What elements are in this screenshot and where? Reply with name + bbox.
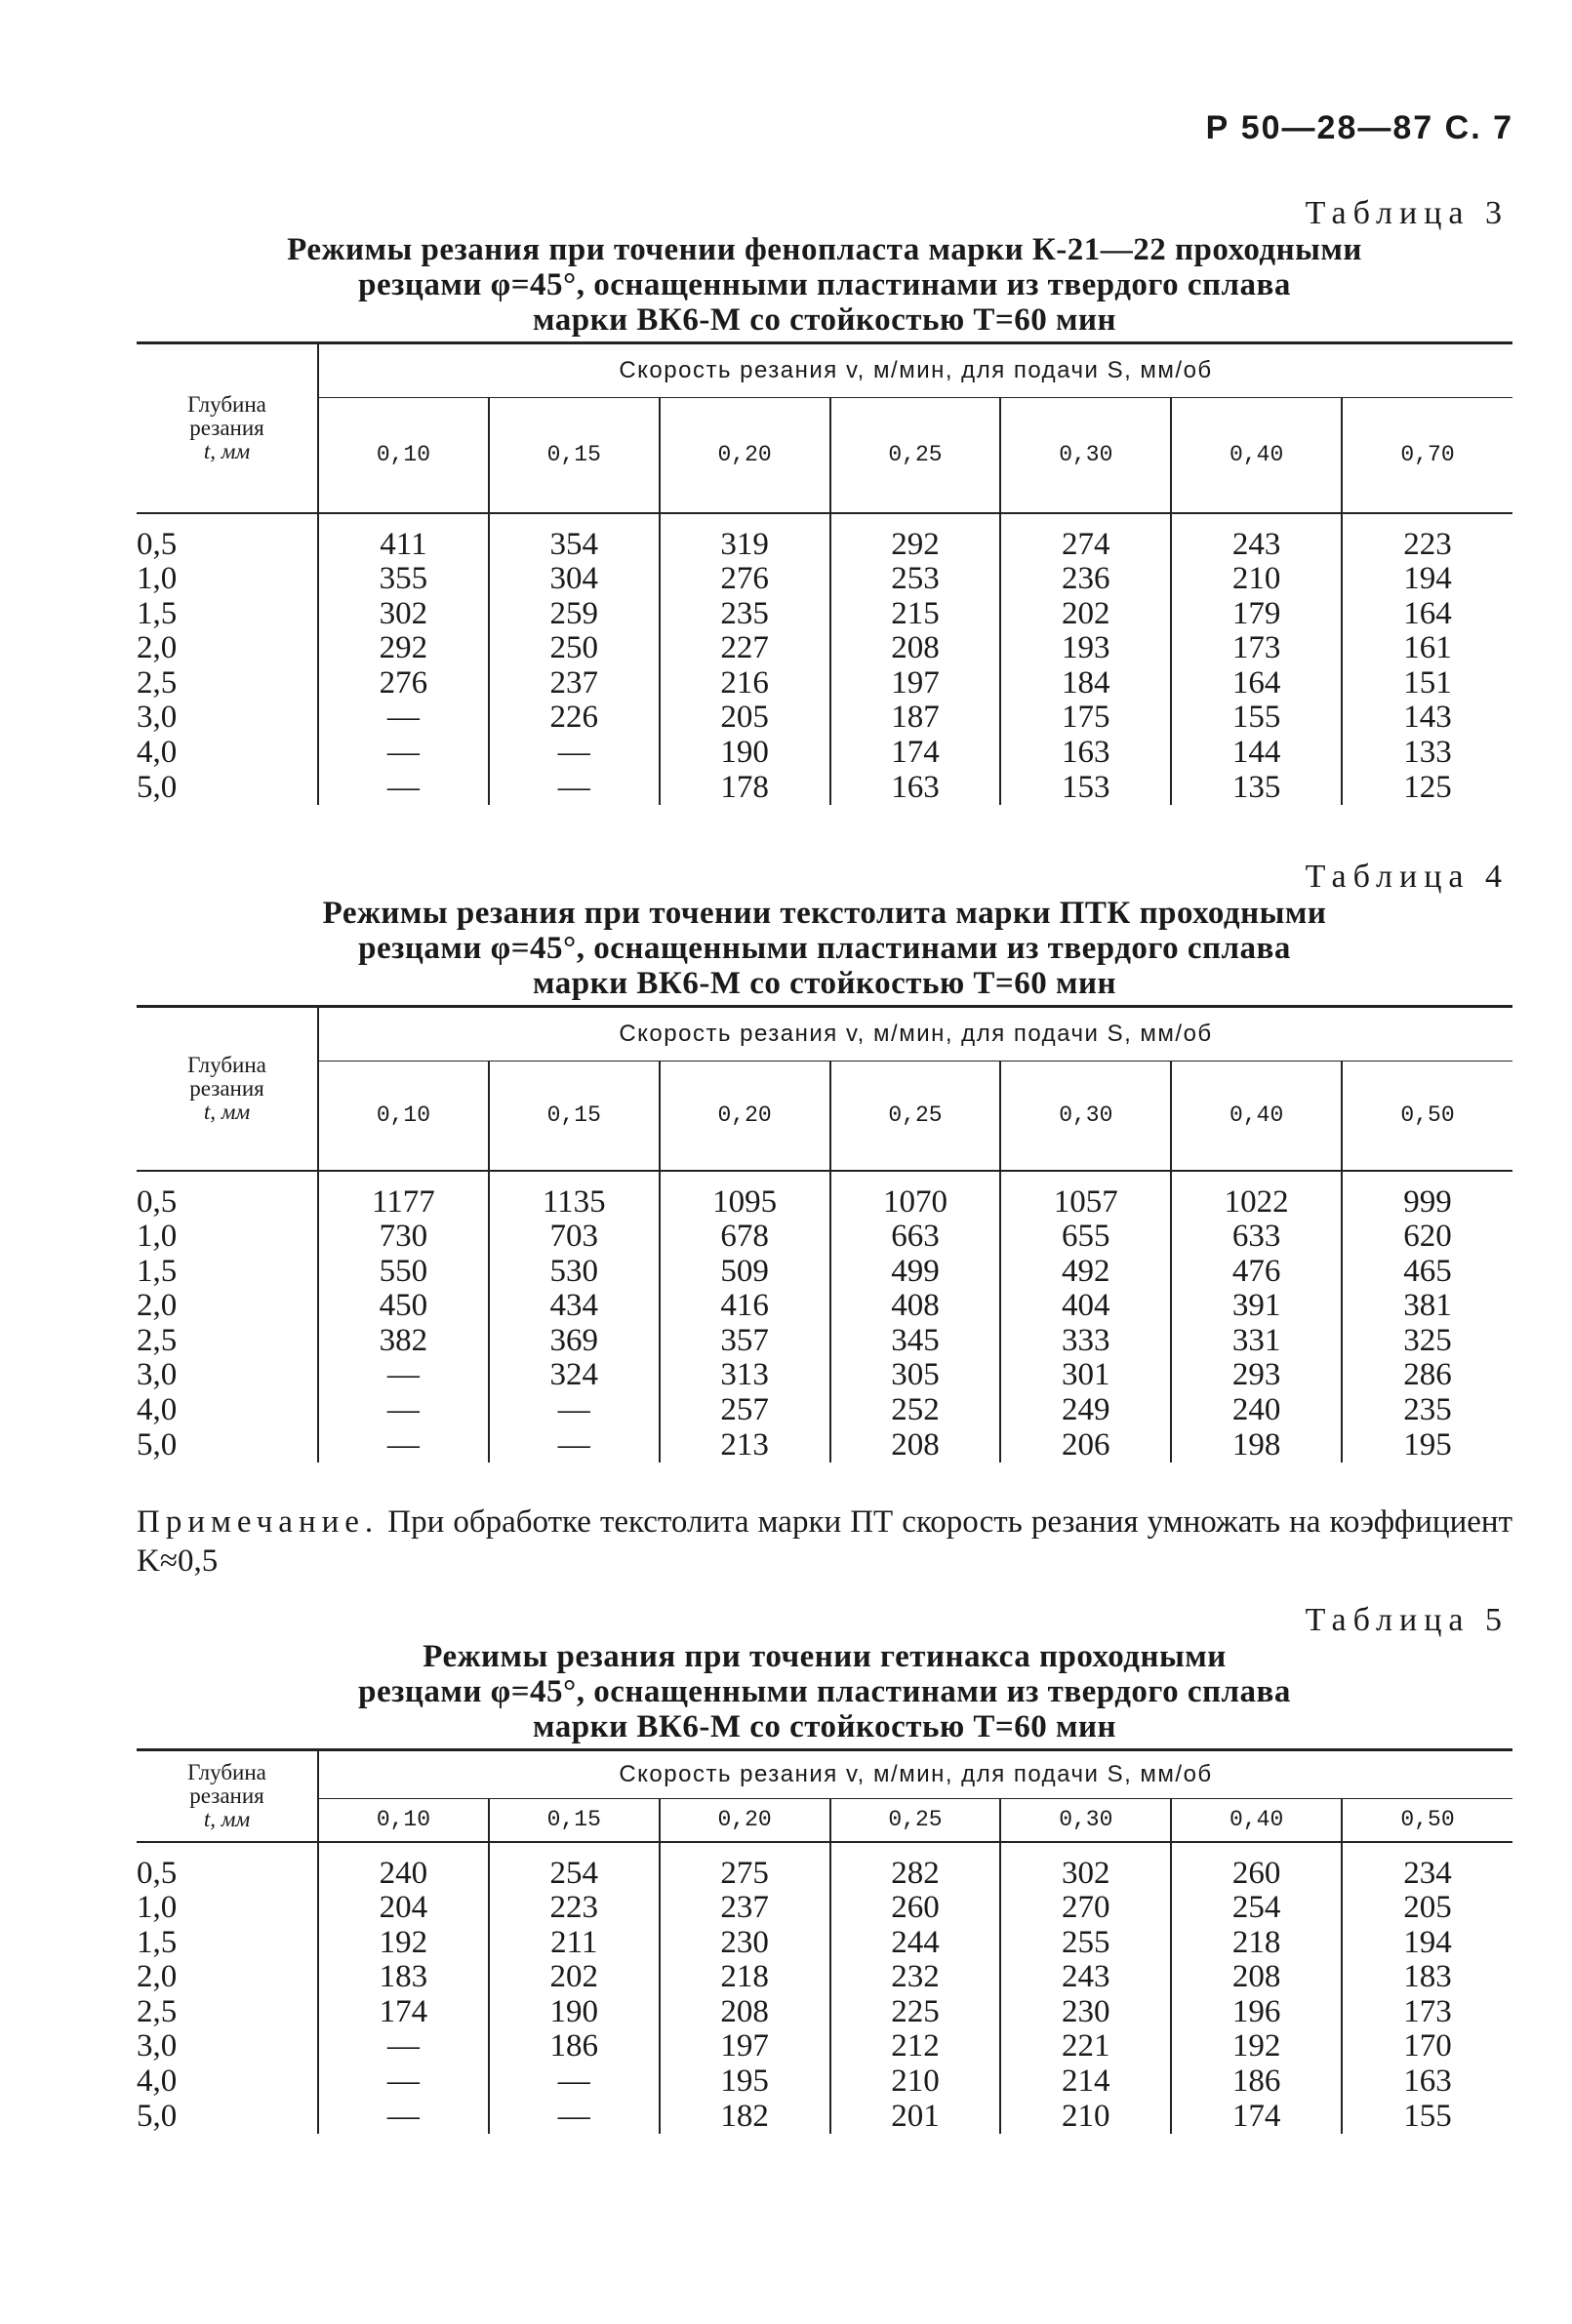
table-row (137, 736, 1512, 771)
speed-cell: — (318, 1393, 489, 1428)
table-row (137, 1428, 1512, 1463)
table-note (137, 1503, 1512, 1581)
data-table (137, 1748, 1512, 2134)
speed-cell: 197 (660, 2029, 830, 2064)
speed-cell: 730 (318, 1220, 489, 1255)
speed-cell: 243 (1171, 513, 1342, 563)
speed-cell: 509 (660, 1255, 830, 1290)
speed-cell: 174 (830, 736, 1001, 771)
depth-cell: 2,5 (137, 666, 318, 701)
speed-cell: 408 (830, 1289, 1001, 1324)
depth-cell: 1,0 (137, 1220, 318, 1255)
speed-cell: 232 (830, 1960, 1001, 1995)
speed-cell: 202 (1000, 597, 1171, 632)
speed-cell: 193 (1000, 631, 1171, 666)
table-title-line: резцами φ=45°, оснащенными пластинами из твердого сплава (358, 267, 1291, 302)
speed-cell: — (489, 1393, 660, 1428)
speed-cell: 205 (1403, 1890, 1452, 1926)
speed-cell: 221 (1000, 2029, 1171, 2064)
note-label: Примечание. (137, 1504, 380, 1540)
table-row (137, 1289, 1512, 1324)
speed-cell: — (318, 1428, 489, 1463)
table-title-line: Режимы резания при точении текстолита марки ПТК проходными (322, 896, 1327, 931)
speed-cell: 161 (1403, 630, 1452, 666)
depth-cell: 2,0 (137, 1289, 318, 1324)
speed-cell: 270 (1000, 1891, 1171, 1926)
speed-cell: 313 (660, 1358, 830, 1393)
table-row (137, 1842, 1512, 1892)
speed-cell: 133 (1403, 735, 1452, 771)
table-row (137, 1324, 1512, 1359)
depth-header-line: резания (189, 1783, 264, 1808)
table-title-line: марки ВК6-М со стойкостью T=60 мин (533, 302, 1116, 338)
speed-cell: 678 (660, 1220, 830, 1255)
speed-cell: 195 (1403, 1426, 1452, 1463)
depth-cell: 2,5 (137, 1324, 318, 1359)
speed-cell: 319 (660, 513, 830, 563)
speed-cell: 302 (1000, 1842, 1171, 1892)
table-row (137, 2100, 1512, 2135)
speed-cell: 703 (489, 1220, 660, 1255)
table-row (137, 631, 1512, 666)
depth-header-line: Глубина (187, 391, 266, 417)
speed-cell: 192 (318, 1926, 489, 1961)
speed-cell: — (489, 2064, 660, 2100)
speed-cell: 183 (318, 1960, 489, 1995)
speed-cell: — (318, 1358, 489, 1393)
feed-header: 0,15 (489, 1062, 660, 1171)
speed-cell: 1057 (1000, 1171, 1171, 1221)
speed-cell: 476 (1171, 1255, 1342, 1290)
speed-cell: 354 (489, 513, 660, 563)
speed-cell: 218 (1171, 1926, 1342, 1961)
speed-cell: 192 (1171, 2029, 1342, 2064)
speed-cell: 186 (1171, 2064, 1342, 2100)
speed-cell: 633 (1171, 1220, 1342, 1255)
feed-header: 0,70 (1342, 398, 1512, 513)
speed-cell: — (489, 736, 660, 771)
table-title-line: Режимы резания при точении фенопласта марки К-21—22 проходными (287, 232, 1362, 267)
speed-cell: 208 (1171, 1960, 1342, 1995)
feed-header: 0,15 (489, 1799, 660, 1842)
feed-header: 0,40 (1171, 398, 1342, 513)
table-row (137, 2029, 1512, 2064)
speed-cell: 213 (660, 1428, 830, 1463)
speed-cell: 275 (660, 1842, 830, 1892)
speed-cell: 250 (489, 631, 660, 666)
speed-cell: 999 (1403, 1183, 1452, 1220)
table-5-block (137, 1602, 1512, 2134)
speed-cell: 492 (1000, 1255, 1171, 1290)
table-number: Таблица 3 (1305, 195, 1509, 231)
speed-cell: 292 (318, 631, 489, 666)
speed-cell: 243 (1000, 1960, 1171, 1995)
speed-cell: 333 (1000, 1324, 1171, 1359)
speed-cell: 1095 (660, 1171, 830, 1221)
speed-cell: 225 (830, 1995, 1001, 2030)
data-table (137, 1005, 1512, 1463)
speed-cell: 301 (1000, 1358, 1171, 1393)
speed-cell: 276 (660, 562, 830, 597)
feed-header: 0,25 (830, 1062, 1001, 1171)
page-header: Р 50—28—87 С. 7 (1205, 109, 1513, 146)
speed-cell: 208 (830, 631, 1001, 666)
speed-cell: 382 (318, 1324, 489, 1359)
speed-cell: — (489, 771, 660, 806)
feed-header: 0,30 (1000, 1062, 1171, 1171)
speed-header: Скорость резания v, м/мин, для подачи S, мм/об (318, 343, 1512, 398)
speed-cell: 208 (660, 1995, 830, 2030)
speed-cell: 355 (318, 562, 489, 597)
speed-cell: 357 (660, 1324, 830, 1359)
feed-header: 0,50 (1342, 1799, 1512, 1842)
speed-cell: 173 (1171, 631, 1342, 666)
depth-cell: 4,0 (137, 736, 318, 771)
speed-cell: 465 (1403, 1253, 1452, 1289)
table-row (137, 1220, 1512, 1255)
speed-cell: 260 (830, 1891, 1001, 1926)
speed-cell: 325 (1403, 1322, 1452, 1358)
speed-cell: 164 (1403, 595, 1452, 631)
speed-cell: 215 (830, 597, 1001, 632)
speed-cell: 135 (1171, 771, 1342, 806)
speed-cell: 324 (489, 1358, 660, 1393)
speed-cell: 234 (1403, 1855, 1452, 1891)
feed-header: 0,10 (318, 398, 489, 513)
feed-header: 0,10 (318, 1062, 489, 1171)
speed-cell: — (318, 2100, 489, 2135)
speed-cell: 292 (830, 513, 1001, 563)
depth-header-line: резания (189, 415, 264, 440)
speed-cell: 237 (489, 666, 660, 701)
depth-header-line: t, мм (203, 438, 251, 463)
depth-cell: 0,5 (137, 1842, 318, 1892)
speed-cell: 450 (318, 1289, 489, 1324)
table-title (137, 1639, 1512, 1744)
speed-cell: 230 (1000, 1995, 1171, 2030)
depth-cell: 0,5 (137, 1171, 318, 1221)
speed-cell: 276 (318, 666, 489, 701)
speed-cell: 274 (1000, 513, 1171, 563)
speed-cell: 178 (660, 771, 830, 806)
depth-cell: 4,0 (137, 2064, 318, 2100)
speed-cell: 1135 (489, 1171, 660, 1221)
speed-cell: 240 (1171, 1393, 1342, 1428)
depth-cell: 1,5 (137, 597, 318, 632)
table-row (137, 1255, 1512, 1290)
speed-cell: 218 (660, 1960, 830, 1995)
speed-cell: 210 (830, 2064, 1001, 2100)
speed-cell: 125 (1403, 769, 1452, 805)
depth-cell: 2,5 (137, 1995, 318, 2030)
table-row (137, 562, 1512, 597)
speed-cell: 195 (660, 2064, 830, 2100)
depth-cell: 2,0 (137, 1960, 318, 1995)
speed-cell: 182 (660, 2100, 830, 2135)
table-title-line: резцами φ=45°, оснащенными пластинами из твердого сплава (358, 931, 1291, 966)
speed-cell: 196 (1171, 1995, 1342, 2030)
speed-cell: 198 (1171, 1428, 1342, 1463)
depth-header-line: Глубина (187, 1052, 266, 1077)
feed-header: 0,20 (660, 1062, 830, 1171)
table-title (137, 232, 1512, 338)
speed-cell: 249 (1000, 1393, 1171, 1428)
speed-cell: 411 (318, 513, 489, 563)
speed-cell: 236 (1000, 562, 1171, 597)
feed-header: 0,25 (830, 1799, 1001, 1842)
table-row (137, 1995, 1512, 2030)
feed-header: 0,40 (1171, 1799, 1342, 1842)
speed-cell: 163 (1000, 736, 1171, 771)
speed-cell: 254 (489, 1842, 660, 1892)
speed-cell: 391 (1171, 1289, 1342, 1324)
table-row (137, 1358, 1512, 1393)
speed-cell: 210 (1171, 562, 1342, 597)
speed-cell: 183 (1403, 1959, 1452, 1995)
speed-cell: 345 (830, 1324, 1001, 1359)
table-number: Таблица 5 (1305, 1602, 1509, 1638)
speed-cell: 197 (830, 666, 1001, 701)
speed-cell: — (318, 2064, 489, 2100)
speed-cell: 223 (489, 1891, 660, 1926)
speed-cell: 235 (1403, 1392, 1452, 1428)
speed-cell: 240 (318, 1842, 489, 1892)
table-4-block (137, 859, 1512, 1463)
speed-cell: 210 (1000, 2100, 1171, 2135)
table-row (137, 701, 1512, 736)
speed-header: Скорость резания v, м/мин, для подачи S, мм/об (318, 1750, 1512, 1799)
speed-cell: 663 (830, 1220, 1001, 1255)
speed-cell: 260 (1171, 1842, 1342, 1892)
speed-cell: 235 (660, 597, 830, 632)
speed-cell: 155 (1403, 2098, 1452, 2134)
speed-cell: 1177 (318, 1171, 489, 1221)
depth-header-line: резания (189, 1075, 264, 1101)
speed-cell: 186 (489, 2029, 660, 2064)
feed-header: 0,15 (489, 398, 660, 513)
table-row (137, 1171, 1512, 1221)
speed-header: Скорость резания v, м/мин, для подачи S, мм/об (318, 1007, 1512, 1062)
depth-cell: 5,0 (137, 2100, 318, 2135)
table-row (137, 2064, 1512, 2100)
speed-cell: 164 (1171, 666, 1342, 701)
depth-cell: 1,0 (137, 562, 318, 597)
speed-cell: 187 (830, 701, 1001, 736)
speed-cell: 163 (830, 771, 1001, 806)
depth-cell: 1,5 (137, 1926, 318, 1961)
table-number: Таблица 4 (1305, 859, 1509, 895)
speed-cell: 208 (830, 1428, 1001, 1463)
speed-cell: 194 (1403, 561, 1452, 597)
speed-cell: 155 (1171, 701, 1342, 736)
speed-cell: 174 (1171, 2100, 1342, 2135)
depth-cell: 3,0 (137, 701, 318, 736)
speed-cell: 179 (1171, 597, 1342, 632)
speed-cell: 143 (1403, 700, 1452, 736)
speed-cell: 216 (660, 666, 830, 701)
speed-cell: 293 (1171, 1358, 1342, 1393)
speed-cell: — (318, 771, 489, 806)
speed-cell: 253 (830, 562, 1001, 597)
speed-cell: 190 (489, 1995, 660, 2030)
speed-cell: 227 (660, 631, 830, 666)
depth-cell: 4,0 (137, 1393, 318, 1428)
speed-cell: 223 (1403, 526, 1452, 562)
speed-cell: 201 (830, 2100, 1001, 2135)
speed-cell: 202 (489, 1960, 660, 1995)
speed-cell: 205 (660, 701, 830, 736)
table-row (137, 1960, 1512, 1995)
speed-cell: 1022 (1171, 1171, 1342, 1221)
speed-cell: 1070 (830, 1171, 1001, 1221)
depth-column-header (137, 343, 318, 513)
speed-cell: 331 (1171, 1324, 1342, 1359)
speed-cell: — (318, 2029, 489, 2064)
speed-cell: 173 (1403, 1993, 1452, 2029)
depth-header-line: Глубина (187, 1759, 266, 1784)
table-row (137, 1891, 1512, 1926)
speed-cell: 620 (1403, 1219, 1452, 1255)
speed-cell: 194 (1403, 1924, 1452, 1960)
speed-cell: 244 (830, 1926, 1001, 1961)
speed-cell: 304 (489, 562, 660, 597)
speed-cell: 254 (1171, 1891, 1342, 1926)
speed-cell: 226 (489, 701, 660, 736)
speed-cell: 163 (1403, 2064, 1452, 2100)
speed-cell: 184 (1000, 666, 1171, 701)
speed-cell: 499 (830, 1255, 1001, 1290)
depth-cell: 2,0 (137, 631, 318, 666)
speed-cell: 237 (660, 1891, 830, 1926)
feed-header: 0,30 (1000, 398, 1171, 513)
speed-cell: 655 (1000, 1220, 1171, 1255)
depth-header-line: t, мм (203, 1806, 251, 1831)
table-title-line: марки ВК6-М со стойкостью T=60 мин (533, 966, 1116, 1001)
table-title (137, 896, 1512, 1001)
table-row (137, 1393, 1512, 1428)
speed-cell: 214 (1000, 2064, 1171, 2100)
speed-cell: — (489, 1428, 660, 1463)
table-row (137, 1926, 1512, 1961)
table-row (137, 666, 1512, 701)
depth-cell: 0,5 (137, 513, 318, 563)
speed-cell: 153 (1000, 771, 1171, 806)
speed-cell: 206 (1000, 1428, 1171, 1463)
table-title-line: Режимы резания при точении гетинакса проходными (423, 1639, 1227, 1674)
speed-cell: — (318, 736, 489, 771)
speed-cell: 404 (1000, 1289, 1171, 1324)
speed-cell: 175 (1000, 701, 1171, 736)
speed-cell: 381 (1403, 1288, 1452, 1324)
speed-cell: 174 (318, 1995, 489, 2030)
depth-cell: 1,5 (137, 1255, 318, 1290)
speed-cell: 252 (830, 1393, 1001, 1428)
speed-cell: 211 (489, 1926, 660, 1961)
speed-cell: 255 (1000, 1926, 1171, 1961)
depth-header-line: t, мм (203, 1099, 251, 1124)
data-table (137, 341, 1512, 805)
speed-cell: 170 (1403, 2028, 1452, 2064)
speed-cell: 530 (489, 1255, 660, 1290)
speed-cell: 416 (660, 1289, 830, 1324)
speed-cell: 151 (1403, 664, 1452, 701)
speed-cell: 190 (660, 736, 830, 771)
table-row (137, 597, 1512, 632)
depth-cell: 1,0 (137, 1891, 318, 1926)
feed-header: 0,50 (1342, 1062, 1512, 1171)
speed-cell: 434 (489, 1289, 660, 1324)
speed-cell: 257 (660, 1393, 830, 1428)
speed-cell: 550 (318, 1255, 489, 1290)
speed-cell: 369 (489, 1324, 660, 1359)
depth-column-header (137, 1007, 318, 1171)
depth-cell: 5,0 (137, 771, 318, 806)
table-title-line: резцами φ=45°, оснащенными пластинами из твердого сплава (358, 1674, 1291, 1709)
speed-cell: 212 (830, 2029, 1001, 2064)
table-row (137, 513, 1512, 563)
speed-cell: — (489, 2100, 660, 2135)
feed-header: 0,20 (660, 1799, 830, 1842)
table-title-line: марки ВК6-М со стойкостью T=60 мин (533, 1709, 1116, 1744)
feed-header: 0,10 (318, 1799, 489, 1842)
note-text: При обработке текстолита марки ПТ скорость резания умножать на коэффициент K≈0,5 (137, 1504, 1512, 1579)
speed-cell: 144 (1171, 736, 1342, 771)
feed-header: 0,25 (830, 398, 1001, 513)
speed-cell: 259 (489, 597, 660, 632)
speed-cell: 282 (830, 1842, 1001, 1892)
depth-cell: 5,0 (137, 1428, 318, 1463)
feed-header: 0,40 (1171, 1062, 1342, 1171)
speed-cell: 305 (830, 1358, 1001, 1393)
table-row (137, 771, 1512, 806)
speed-cell: 286 (1403, 1357, 1452, 1393)
feed-header: 0,20 (660, 398, 830, 513)
depth-cell: 3,0 (137, 1358, 318, 1393)
feed-header: 0,30 (1000, 1799, 1171, 1842)
depth-column-header (137, 1750, 318, 1842)
table-3-block (137, 195, 1512, 805)
speed-cell: 204 (318, 1891, 489, 1926)
speed-cell: 302 (318, 597, 489, 632)
speed-cell: — (318, 701, 489, 736)
speed-cell: 230 (660, 1926, 830, 1961)
depth-cell: 3,0 (137, 2029, 318, 2064)
